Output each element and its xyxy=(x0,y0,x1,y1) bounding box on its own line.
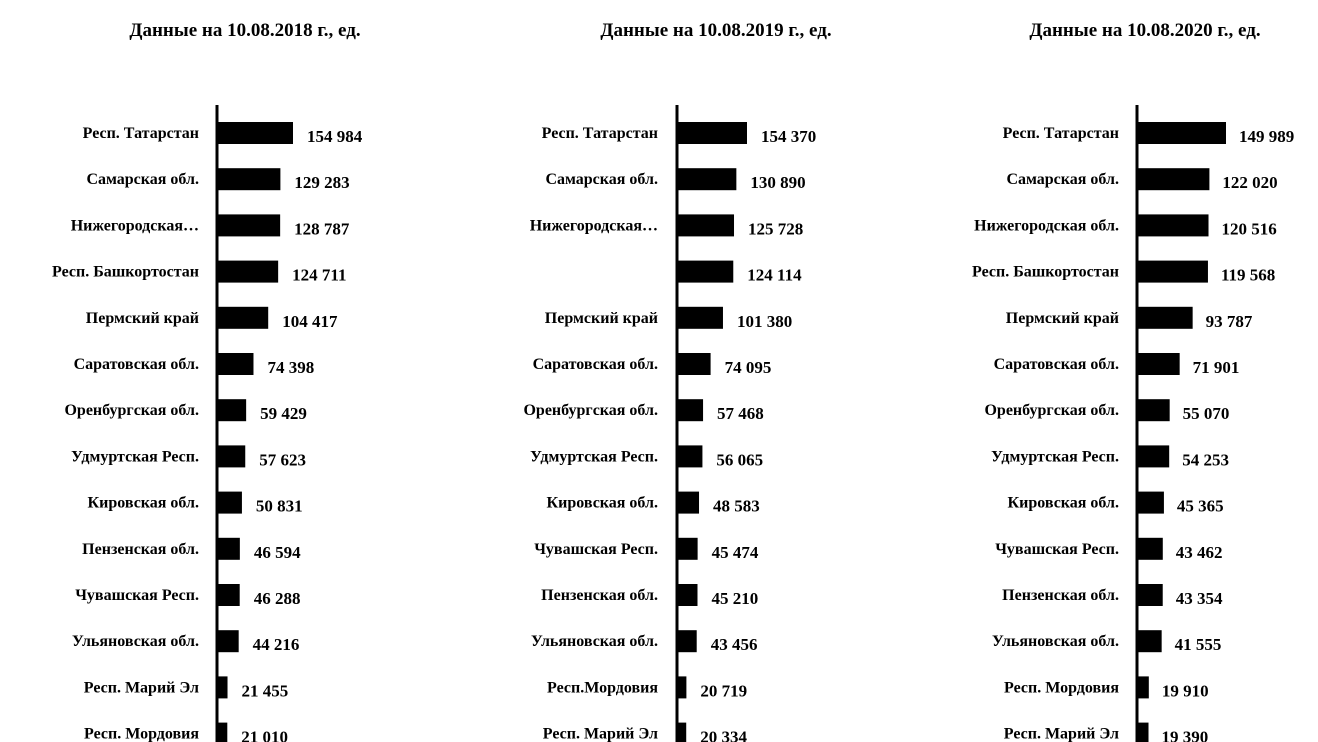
category-label: Респ. Мордовия xyxy=(84,725,199,742)
category-label: Респ. Башкортостан xyxy=(972,263,1119,281)
category-label: Пензенская обл. xyxy=(541,587,658,604)
category-label: Нижегородская… xyxy=(529,217,658,235)
category-label: Респ. Татарстан xyxy=(541,125,658,142)
category-label: Респ. Татарстан xyxy=(1002,125,1119,142)
category-label: Респ. Марий Эл xyxy=(1003,725,1119,742)
chart-title: Данные на 10.08.2018 г., ед. xyxy=(129,20,361,41)
category-label: Пензенская обл. xyxy=(1002,587,1119,604)
bar xyxy=(217,584,240,606)
bar xyxy=(677,676,686,698)
category-label: Ульяновская обл. xyxy=(72,633,199,651)
value-label: 46 288 xyxy=(253,589,301,608)
bar xyxy=(217,676,228,698)
value-label: 59 429 xyxy=(260,404,307,424)
bar xyxy=(1137,261,1208,283)
value-label: 21 010 xyxy=(241,727,289,742)
value-label: 149 989 xyxy=(1239,127,1295,146)
bar xyxy=(1137,168,1209,190)
chart-2020 xyxy=(880,0,1318,742)
value-label: 57 468 xyxy=(717,404,764,424)
bar xyxy=(677,214,734,236)
bar xyxy=(1137,538,1163,560)
value-label: 44 216 xyxy=(252,635,300,655)
bar xyxy=(677,630,697,652)
value-label: 154 370 xyxy=(761,127,817,146)
bar xyxy=(677,723,686,742)
value-label: 124 711 xyxy=(292,265,347,285)
category-label: Нижегородская обл. xyxy=(974,217,1119,235)
category-label: Саратовская обл. xyxy=(73,356,199,373)
bar xyxy=(677,445,702,467)
bar xyxy=(1137,584,1163,606)
bar xyxy=(1137,399,1170,421)
bar xyxy=(1137,630,1162,652)
bar xyxy=(1137,214,1209,236)
category-label: Самарская обл. xyxy=(1006,171,1119,189)
category-label: Пермский край xyxy=(85,309,199,327)
category-label: Саратовская обл. xyxy=(993,356,1119,373)
category-label: Пермский край xyxy=(544,309,658,327)
value-label: 93 787 xyxy=(1205,311,1253,331)
bar xyxy=(677,399,703,421)
category-label: Респ. Башкортостан xyxy=(52,263,199,281)
value-label: 57 623 xyxy=(259,450,307,470)
bar xyxy=(677,492,699,514)
category-label: Удмуртская Респ. xyxy=(71,448,199,466)
bar xyxy=(1137,445,1169,467)
value-label: 54 253 xyxy=(1182,450,1229,470)
category-label: Удмуртская Респ. xyxy=(991,448,1119,466)
bar xyxy=(1137,492,1164,514)
value-label: 74 398 xyxy=(267,358,315,377)
bar xyxy=(217,538,240,560)
value-label: 19 910 xyxy=(1161,681,1209,701)
category-label: Чувашская Респ. xyxy=(534,540,658,558)
value-label: 74 095 xyxy=(724,358,772,377)
bar xyxy=(677,122,747,144)
category-label: Кировская обл. xyxy=(1007,494,1119,512)
bar xyxy=(1137,122,1226,144)
category-label: Респ. Марий Эл xyxy=(83,679,199,697)
bar xyxy=(217,399,246,421)
value-label: 130 890 xyxy=(750,173,806,193)
value-label: 45 365 xyxy=(1176,496,1224,516)
category-label: Чувашская Респ. xyxy=(995,540,1119,558)
bar xyxy=(677,538,698,560)
value-label: 46 594 xyxy=(253,542,301,562)
value-label: 50 831 xyxy=(255,496,303,516)
value-label: 19 390 xyxy=(1161,727,1209,742)
value-label: 45 474 xyxy=(711,542,759,562)
chart-title: Данные на 10.08.2020 г., ед. xyxy=(1029,20,1261,41)
bar xyxy=(1137,353,1180,375)
bar xyxy=(1137,307,1193,329)
category-label: Респ. Мордовия xyxy=(1004,679,1119,697)
value-label: 129 283 xyxy=(294,173,350,193)
bar xyxy=(677,353,711,375)
value-label: 125 728 xyxy=(748,219,804,239)
value-label: 154 984 xyxy=(307,127,363,146)
category-label: Саратовская обл. xyxy=(532,356,658,373)
value-label: 20 719 xyxy=(700,681,748,701)
value-label: 55 070 xyxy=(1182,404,1230,424)
category-label: Пермский край xyxy=(1005,309,1119,327)
category-label: Кировская обл. xyxy=(87,494,199,512)
bar xyxy=(1137,723,1149,742)
value-label: 119 568 xyxy=(1220,265,1276,285)
value-label: 120 516 xyxy=(1221,219,1277,239)
value-label: 101 380 xyxy=(736,311,793,331)
chart-title: Данные на 10.08.2019 г., ед. xyxy=(600,20,832,41)
category-label: Кировская обл. xyxy=(546,494,658,512)
value-label: 43 456 xyxy=(710,635,758,655)
bar xyxy=(217,492,242,514)
category-label: Оренбургская обл. xyxy=(984,402,1119,420)
category-label: Самарская обл. xyxy=(545,171,658,189)
value-label: 20 334 xyxy=(700,727,747,742)
category-label: Чувашская Респ. xyxy=(75,587,199,604)
category-label: Ульяновская обл. xyxy=(531,633,658,651)
category-label: Ульяновская обл. xyxy=(992,633,1119,651)
value-label: 45 210 xyxy=(711,589,759,608)
value-label: 41 555 xyxy=(1174,635,1222,655)
bar xyxy=(1137,676,1149,698)
bar xyxy=(217,630,239,652)
value-label: 104 417 xyxy=(282,311,338,331)
value-label: 48 583 xyxy=(713,496,760,516)
category-label: Респ. Марий Эл xyxy=(542,725,658,742)
category-label: Респ. Татарстан xyxy=(82,125,199,142)
category-label: Нижегородская… xyxy=(70,217,199,235)
category-label: Респ.Мордовия xyxy=(547,679,658,697)
bar xyxy=(217,168,280,190)
bar xyxy=(677,307,723,329)
bar xyxy=(217,445,245,467)
bar xyxy=(677,168,736,190)
bar xyxy=(677,261,733,283)
value-label: 71 901 xyxy=(1192,358,1240,377)
category-label: Пензенская обл. xyxy=(82,540,199,558)
value-label: 122 020 xyxy=(1222,173,1278,193)
value-label: 128 787 xyxy=(294,219,350,239)
category-label: Оренбургская обл. xyxy=(64,402,199,420)
bar xyxy=(217,214,280,236)
value-label: 56 065 xyxy=(716,450,764,470)
bar xyxy=(217,353,253,375)
bar xyxy=(217,307,268,329)
chart-2019 xyxy=(440,0,880,742)
value-label: 43 354 xyxy=(1175,589,1223,608)
category-label: Удмуртская Респ. xyxy=(530,448,658,466)
category-label: Оренбургская обл. xyxy=(523,402,658,420)
category-label: Самарская обл. xyxy=(86,171,199,189)
value-label: 21 455 xyxy=(241,681,289,701)
value-label: 124 114 xyxy=(747,265,802,285)
bar xyxy=(217,122,293,144)
bar xyxy=(217,261,278,283)
chart-2018 xyxy=(0,0,440,742)
value-label: 43 462 xyxy=(1175,542,1223,562)
bar xyxy=(677,584,698,606)
bar xyxy=(217,723,227,742)
